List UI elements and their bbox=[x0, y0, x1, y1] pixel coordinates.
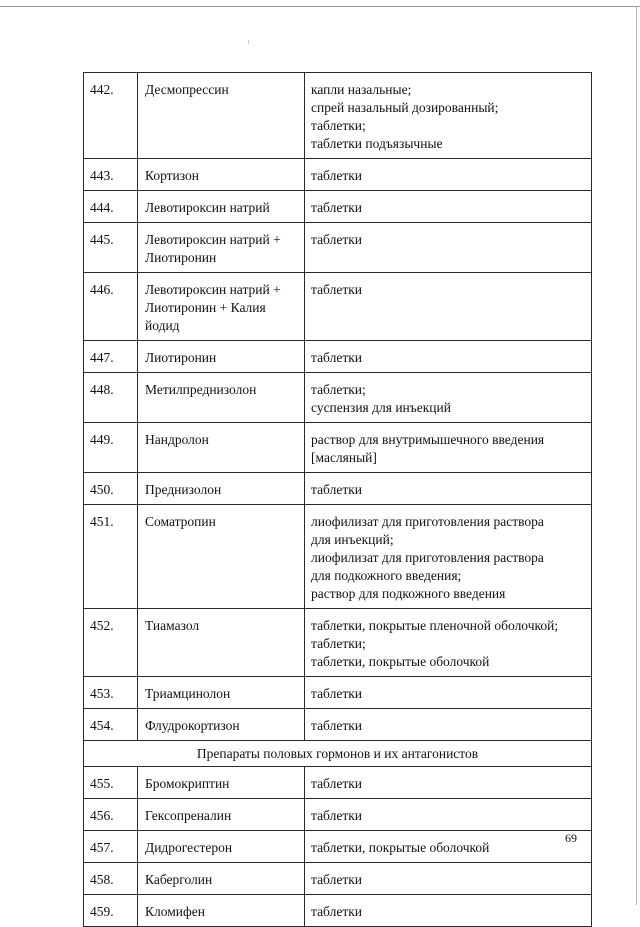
drug-name: Триамцинолон bbox=[138, 677, 305, 709]
dosage-forms bbox=[305, 863, 592, 895]
dosage-form-line: таблетки bbox=[311, 872, 363, 887]
row-number: 451. bbox=[84, 505, 138, 609]
row-number: 454. bbox=[84, 709, 138, 741]
dosage-forms bbox=[305, 191, 592, 223]
top-page-rule bbox=[0, 6, 640, 7]
drug-name: Лиотиронин bbox=[138, 341, 305, 373]
row-number: 457. bbox=[84, 831, 138, 863]
section-row bbox=[84, 741, 592, 767]
dosage-form-line: таблетки; bbox=[311, 382, 366, 397]
row-number: 452. bbox=[84, 609, 138, 677]
table-row bbox=[84, 73, 592, 159]
table-row bbox=[84, 473, 592, 505]
dosage-form-line: таблетки; bbox=[311, 636, 366, 651]
table-row bbox=[84, 223, 592, 273]
dosage-forms bbox=[305, 373, 592, 423]
drug-name: Тиамазол bbox=[138, 609, 305, 677]
row-number: 444. bbox=[84, 191, 138, 223]
dosage-form-line: лиофилизат для приготовления раствора bbox=[311, 550, 544, 565]
table-row bbox=[84, 423, 592, 473]
table-row bbox=[84, 341, 592, 373]
row-number: 455. bbox=[84, 767, 138, 799]
row-number: 459. bbox=[84, 895, 138, 927]
page-number: 69 bbox=[565, 831, 577, 845]
table-row bbox=[84, 505, 592, 609]
dosage-form-line: [масляный] bbox=[311, 450, 377, 465]
drug-name: Бромокриптин bbox=[138, 767, 305, 799]
dosage-forms bbox=[305, 767, 592, 799]
table-row bbox=[84, 709, 592, 741]
dosage-form-line: лиофилизат для приготовления раствора bbox=[311, 514, 544, 529]
drug-name: Соматропин bbox=[138, 505, 305, 609]
scan-speck bbox=[248, 40, 249, 44]
table-row bbox=[84, 767, 592, 799]
dosage-forms bbox=[305, 709, 592, 741]
table-row bbox=[84, 191, 592, 223]
row-number: 456. bbox=[84, 799, 138, 831]
dosage-forms bbox=[305, 423, 592, 473]
dosage-forms bbox=[305, 73, 592, 159]
dosage-forms bbox=[305, 273, 592, 341]
row-number: 449. bbox=[84, 423, 138, 473]
drug-name: Десмопрессин bbox=[138, 73, 305, 159]
table-section bbox=[84, 741, 592, 767]
table-rows-lower bbox=[84, 767, 592, 927]
dosage-form-line: таблетки bbox=[311, 232, 363, 247]
drug-name: Кортизон bbox=[138, 159, 305, 191]
dosage-form-line: таблетки подъязычные bbox=[311, 136, 443, 151]
section-heading: Препараты половых гормонов и их антагонистов bbox=[84, 741, 592, 767]
drug-name: Кломифен bbox=[138, 895, 305, 927]
dosage-form-line: таблетки bbox=[311, 904, 363, 919]
row-number: 450. bbox=[84, 473, 138, 505]
drug-name: Гексопреналин bbox=[138, 799, 305, 831]
dosage-form-line: таблетки; bbox=[311, 118, 366, 133]
drug-name: Левотироксин натрий + Лиотиронин bbox=[138, 223, 305, 273]
drug-list-table bbox=[83, 72, 592, 927]
dosage-forms bbox=[305, 677, 592, 709]
row-number: 442. bbox=[84, 73, 138, 159]
table-row bbox=[84, 273, 592, 341]
drug-name: Флудрокортизон bbox=[138, 709, 305, 741]
table-rows-upper bbox=[84, 73, 592, 741]
dosage-form-line: таблетки bbox=[311, 776, 363, 791]
dosage-form-line: таблетки bbox=[311, 350, 363, 365]
dosage-form-line: для инъекций; bbox=[311, 532, 394, 547]
drug-name: Каберголин bbox=[138, 863, 305, 895]
dosage-forms bbox=[305, 341, 592, 373]
dosage-form-line: капли назальные; bbox=[311, 82, 412, 97]
table-row bbox=[84, 895, 592, 927]
dosage-forms bbox=[305, 609, 592, 677]
row-number: 447. bbox=[84, 341, 138, 373]
dosage-form-line: таблетки, покрытые оболочкой bbox=[311, 840, 490, 855]
table-row bbox=[84, 373, 592, 423]
dosage-forms bbox=[305, 831, 592, 863]
dosage-forms bbox=[305, 159, 592, 191]
dosage-forms bbox=[305, 799, 592, 831]
table-row bbox=[84, 609, 592, 677]
row-number: 458. bbox=[84, 863, 138, 895]
dosage-form-line: таблетки bbox=[311, 200, 363, 215]
dosage-form-line: таблетки bbox=[311, 808, 363, 823]
dosage-forms bbox=[305, 505, 592, 609]
dosage-form-line: таблетки bbox=[311, 282, 363, 297]
drug-name: Метилпреднизолон bbox=[138, 373, 305, 423]
table-row bbox=[84, 799, 592, 831]
dosage-form-line: таблетки, покрытые оболочкой bbox=[311, 654, 490, 669]
row-number: 453. bbox=[84, 677, 138, 709]
dosage-form-line: спрей назальный дозированный; bbox=[311, 100, 499, 115]
table-row bbox=[84, 159, 592, 191]
dosage-form-line: таблетки bbox=[311, 482, 363, 497]
dosage-form-line: раствор для внутримышечного введения bbox=[311, 432, 545, 447]
drug-name: Левотироксин натрий + Лиотиронин + Калия йодид bbox=[138, 273, 305, 341]
dosage-form-line: суспензия для инъекций bbox=[311, 400, 451, 415]
dosage-form-line: таблетки, покрытые пленочной оболочкой; bbox=[311, 618, 559, 633]
dosage-form-line: раствор для подкожного введения bbox=[311, 586, 506, 601]
table-row bbox=[84, 831, 592, 863]
row-number: 445. bbox=[84, 223, 138, 273]
dosage-form-line: таблетки bbox=[311, 718, 363, 733]
drug-name: Дидрогестерон bbox=[138, 831, 305, 863]
row-number: 443. bbox=[84, 159, 138, 191]
dosage-forms bbox=[305, 223, 592, 273]
right-page-edge bbox=[636, 6, 637, 905]
drug-name: Левотироксин натрий bbox=[138, 191, 305, 223]
dosage-forms bbox=[305, 895, 592, 927]
drug-name: Нандролон bbox=[138, 423, 305, 473]
table-row bbox=[84, 677, 592, 709]
dosage-form-line: таблетки bbox=[311, 686, 363, 701]
dosage-form-line: для подкожного введения; bbox=[311, 568, 462, 583]
row-number: 448. bbox=[84, 373, 138, 423]
drug-name: Преднизолон bbox=[138, 473, 305, 505]
row-number: 446. bbox=[84, 273, 138, 341]
dosage-form-line: таблетки bbox=[311, 168, 363, 183]
table-row bbox=[84, 863, 592, 895]
dosage-forms bbox=[305, 473, 592, 505]
